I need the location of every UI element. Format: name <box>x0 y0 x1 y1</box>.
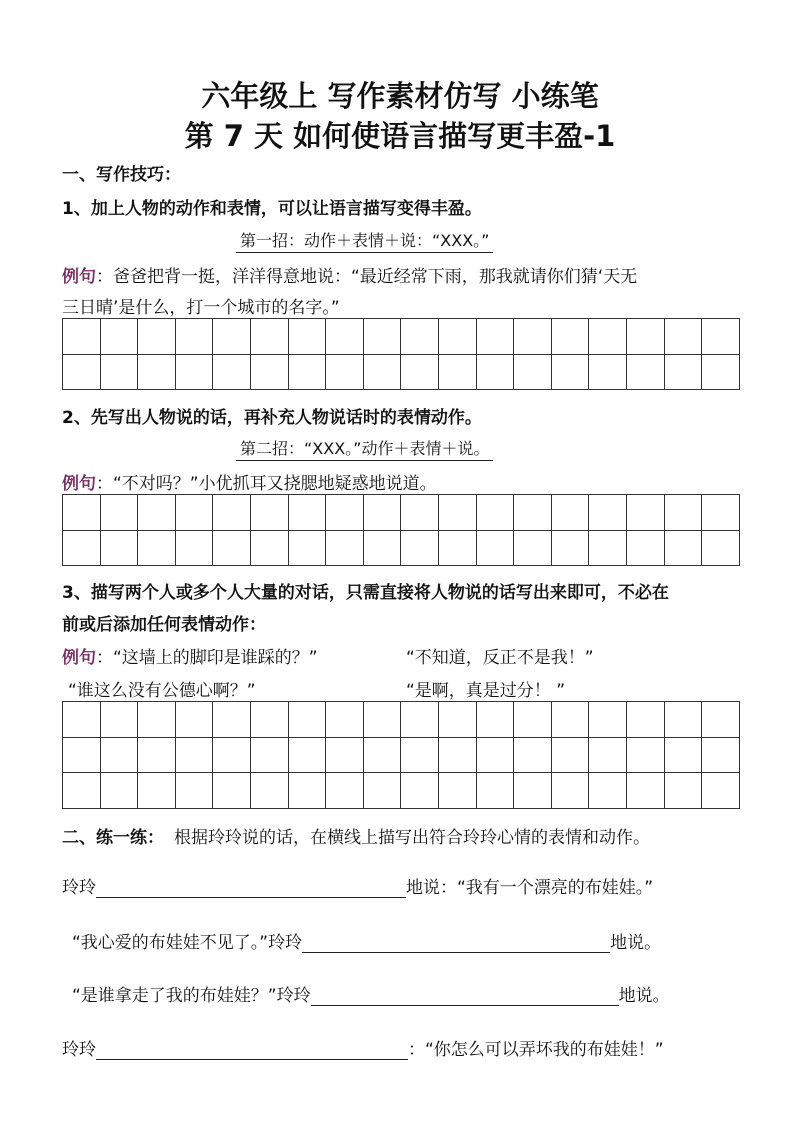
grid-cell[interactable] <box>589 737 627 773</box>
exercise-2-suffix: 地说。 <box>610 933 662 953</box>
grid-cell[interactable] <box>626 702 664 738</box>
grid-cell[interactable] <box>250 737 288 773</box>
grid-cell[interactable] <box>363 530 401 566</box>
grid-cell[interactable] <box>438 354 476 390</box>
grid-cell[interactable] <box>138 319 176 355</box>
grid-cell[interactable] <box>63 773 101 809</box>
exercise-3 <box>72 981 670 1006</box>
grid-cell[interactable] <box>250 773 288 809</box>
grid-cell[interactable] <box>514 737 552 773</box>
tip2-heading: 2、先写出人物说的话，再补充人物说话时的表情动作。 <box>62 408 482 428</box>
grid-cell[interactable] <box>138 773 176 809</box>
exercise-1-blank[interactable] <box>96 878 406 898</box>
grid-cell[interactable] <box>438 495 476 531</box>
exercise-2-blank[interactable] <box>302 933 610 953</box>
section1-heading: 一、写作技巧： <box>62 165 181 185</box>
grid-cell[interactable] <box>100 773 138 809</box>
tip3-example-text-a: ：“这墙上的脚印是谁踩的？” <box>96 648 318 668</box>
grid-cell[interactable] <box>514 495 552 531</box>
grid-cell[interactable] <box>326 354 364 390</box>
grid-cell[interactable] <box>175 495 213 531</box>
grid-cell[interactable] <box>438 702 476 738</box>
grid-cell[interactable] <box>589 354 627 390</box>
grid-cell[interactable] <box>664 773 702 809</box>
tip3-example-b: “不知道，反正不是我！” <box>406 648 594 668</box>
grid-cell[interactable] <box>626 495 664 531</box>
grid-row <box>63 530 740 566</box>
exercise-4 <box>62 1035 664 1060</box>
grid-cell[interactable] <box>63 319 101 355</box>
grid-cell[interactable] <box>213 737 251 773</box>
tip1-formula: 第一招：动作＋表情＋说：“XXX。” <box>236 231 493 253</box>
grid-cell[interactable] <box>664 354 702 390</box>
tip1-example-text1: ：爸爸把背一挺，洋洋得意地说：“最近经常下雨，那我就请你们猜‘天无 <box>96 267 638 287</box>
grid-row <box>63 354 740 390</box>
grid-cell[interactable] <box>626 319 664 355</box>
exercise-1-prefix: 玲玲 <box>62 878 96 898</box>
grid-cell[interactable] <box>401 737 439 773</box>
tip2-formula-wrap <box>236 436 493 459</box>
tip1-formula-wrap <box>236 228 493 251</box>
grid-cell[interactable] <box>326 773 364 809</box>
writing-grid-2[interactable] <box>62 494 740 566</box>
grid-cell[interactable] <box>213 530 251 566</box>
grid-cell[interactable] <box>401 495 439 531</box>
tip3-heading-line2: 前或后添加任何表情动作： <box>62 615 266 635</box>
example-label: 例句 <box>62 267 96 287</box>
exercise-2 <box>72 928 661 953</box>
grid-cell[interactable] <box>438 737 476 773</box>
grid-cell[interactable] <box>363 702 401 738</box>
grid-cell[interactable] <box>626 354 664 390</box>
grid-cell[interactable] <box>100 495 138 531</box>
grid-cell[interactable] <box>213 495 251 531</box>
grid-cell[interactable] <box>514 354 552 390</box>
grid-cell[interactable] <box>326 319 364 355</box>
grid-cell[interactable] <box>288 354 326 390</box>
grid-cell[interactable] <box>63 354 101 390</box>
grid-cell[interactable] <box>664 495 702 531</box>
grid-cell[interactable] <box>213 773 251 809</box>
grid-cell[interactable] <box>476 702 514 738</box>
grid-cell[interactable] <box>175 737 213 773</box>
grid-cell[interactable] <box>401 319 439 355</box>
grid-cell[interactable] <box>213 319 251 355</box>
grid-cell[interactable] <box>100 319 138 355</box>
grid-cell[interactable] <box>250 354 288 390</box>
grid-cell[interactable] <box>288 530 326 566</box>
grid-cell[interactable] <box>626 773 664 809</box>
grid-cell[interactable] <box>138 702 176 738</box>
page-title-line2: 第 7 天 如何使语言描写更丰盈-1 <box>184 119 616 153</box>
grid-cell[interactable] <box>100 354 138 390</box>
grid-cell[interactable] <box>100 702 138 738</box>
grid-cell[interactable] <box>288 319 326 355</box>
grid-cell[interactable] <box>702 530 740 566</box>
exercise-3-prefix: “是谁拿走了我的布娃娃？”玲玲 <box>72 986 311 1006</box>
grid-cell[interactable] <box>100 530 138 566</box>
grid-cell[interactable] <box>476 530 514 566</box>
grid-cell[interactable] <box>326 530 364 566</box>
grid-cell[interactable] <box>213 702 251 738</box>
grid-cell[interactable] <box>438 319 476 355</box>
grid-cell[interactable] <box>175 319 213 355</box>
grid-cell[interactable] <box>589 530 627 566</box>
grid-cell[interactable] <box>438 530 476 566</box>
grid-cell[interactable] <box>363 737 401 773</box>
grid-cell[interactable] <box>626 737 664 773</box>
grid-cell[interactable] <box>551 319 589 355</box>
tip2-example-text: ：“不对吗？”小优抓耳又挠腮地疑惑地说道。 <box>96 474 437 494</box>
grid-cell[interactable] <box>514 319 552 355</box>
writing-grid-1[interactable] <box>62 318 740 390</box>
section2-heading: 二、练一练： <box>62 828 164 848</box>
grid-row <box>63 773 740 809</box>
grid-cell[interactable] <box>664 737 702 773</box>
tip1-heading: 1、加上人物的动作和表情，可以让语言描写变得丰盈。 <box>62 199 482 219</box>
grid-row <box>63 737 740 773</box>
grid-cell[interactable] <box>626 530 664 566</box>
grid-cell[interactable] <box>551 495 589 531</box>
page-title-line1: 六年级上 写作素材仿写 小练笔 <box>201 79 599 113</box>
tip3-example-c: “谁这么没有公德心啊？” <box>68 681 256 701</box>
exercise-2-prefix: “我心爱的布娃娃不见了。”玲玲 <box>72 933 303 953</box>
grid-cell[interactable] <box>288 495 326 531</box>
grid-cell[interactable] <box>664 530 702 566</box>
grid-cell[interactable] <box>326 495 364 531</box>
grid-cell[interactable] <box>551 530 589 566</box>
grid-cell[interactable] <box>702 737 740 773</box>
grid-cell[interactable] <box>476 495 514 531</box>
tip1-example-line2: 三日晴’是什么，打一个城市的名字。” <box>62 298 340 318</box>
grid-cell[interactable] <box>401 702 439 738</box>
grid-cell[interactable] <box>288 702 326 738</box>
grid-cell[interactable] <box>589 702 627 738</box>
grid-cell[interactable] <box>363 773 401 809</box>
grid-cell[interactable] <box>63 530 101 566</box>
grid-cell[interactable] <box>476 319 514 355</box>
grid-cell[interactable] <box>363 495 401 531</box>
grid-cell[interactable] <box>401 530 439 566</box>
exercise-1-suffix: 地说：“我有一个漂亮的布娃娃。” <box>406 878 654 898</box>
exercise-4-blank[interactable] <box>96 1040 408 1060</box>
grid-cell[interactable] <box>551 702 589 738</box>
grid-cell[interactable] <box>702 702 740 738</box>
grid-cell[interactable] <box>63 702 101 738</box>
grid-cell[interactable] <box>138 737 176 773</box>
grid-cell[interactable] <box>100 737 138 773</box>
tip3-example-a <box>62 643 318 668</box>
grid-cell[interactable] <box>63 495 101 531</box>
exercise-4-suffix: ：“你怎么可以弄坏我的布娃娃！” <box>408 1040 664 1060</box>
grid-cell[interactable] <box>138 530 176 566</box>
grid-cell[interactable] <box>138 495 176 531</box>
grid-cell[interactable] <box>250 319 288 355</box>
tip3-heading-line1: 3、描写两个人或多个人大量的对话，只需直接将人物说的话写出来即可，不必在 <box>62 583 669 603</box>
example-label: 例句 <box>62 648 96 668</box>
section2-instruction: 根据玲玲说的话，在横线上描写出符合玲玲心情的表情和动作。 <box>174 828 650 848</box>
grid-cell[interactable] <box>551 773 589 809</box>
example-label: 例句 <box>62 474 96 494</box>
grid-cell[interactable] <box>326 702 364 738</box>
grid-cell[interactable] <box>175 773 213 809</box>
grid-cell[interactable] <box>589 773 627 809</box>
grid-cell[interactable] <box>589 495 627 531</box>
section2-header <box>62 823 650 848</box>
grid-cell[interactable] <box>175 354 213 390</box>
grid-cell[interactable] <box>250 702 288 738</box>
grid-row <box>63 319 740 355</box>
tip1-example-line1 <box>62 262 637 287</box>
grid-cell[interactable] <box>250 495 288 531</box>
grid-cell[interactable] <box>551 354 589 390</box>
grid-cell[interactable] <box>288 737 326 773</box>
exercise-4-prefix: 玲玲 <box>62 1040 96 1060</box>
tip2-formula: 第二招：“XXX。”动作＋表情＋说。 <box>236 439 493 461</box>
grid-cell[interactable] <box>438 773 476 809</box>
grid-cell[interactable] <box>551 737 589 773</box>
writing-grid-3[interactable] <box>62 701 740 809</box>
grid-cell[interactable] <box>702 319 740 355</box>
grid-cell[interactable] <box>401 773 439 809</box>
grid-cell[interactable] <box>476 737 514 773</box>
grid-cell[interactable] <box>702 354 740 390</box>
grid-cell[interactable] <box>363 354 401 390</box>
grid-cell[interactable] <box>702 495 740 531</box>
grid-cell[interactable] <box>514 773 552 809</box>
grid-cell[interactable] <box>138 354 176 390</box>
grid-cell[interactable] <box>363 319 401 355</box>
grid-cell[interactable] <box>175 530 213 566</box>
grid-cell[interactable] <box>476 354 514 390</box>
grid-cell[interactable] <box>664 702 702 738</box>
grid-cell[interactable] <box>664 319 702 355</box>
grid-cell[interactable] <box>288 773 326 809</box>
tip3-example-d: “是啊，真是过分！ ” <box>406 681 566 701</box>
exercise-3-suffix: 地说。 <box>618 986 670 1006</box>
grid-cell[interactable] <box>213 354 251 390</box>
grid-cell[interactable] <box>326 737 364 773</box>
grid-cell[interactable] <box>514 702 552 738</box>
exercise-1 <box>62 873 653 898</box>
grid-cell[interactable] <box>401 354 439 390</box>
grid-cell[interactable] <box>589 319 627 355</box>
grid-row <box>63 702 740 738</box>
exercise-3-blank[interactable] <box>311 986 619 1006</box>
grid-row <box>63 495 740 531</box>
grid-cell[interactable] <box>702 773 740 809</box>
tip2-example <box>62 469 437 494</box>
grid-cell[interactable] <box>63 737 101 773</box>
grid-cell[interactable] <box>514 530 552 566</box>
grid-cell[interactable] <box>476 773 514 809</box>
grid-cell[interactable] <box>250 530 288 566</box>
grid-cell[interactable] <box>175 702 213 738</box>
